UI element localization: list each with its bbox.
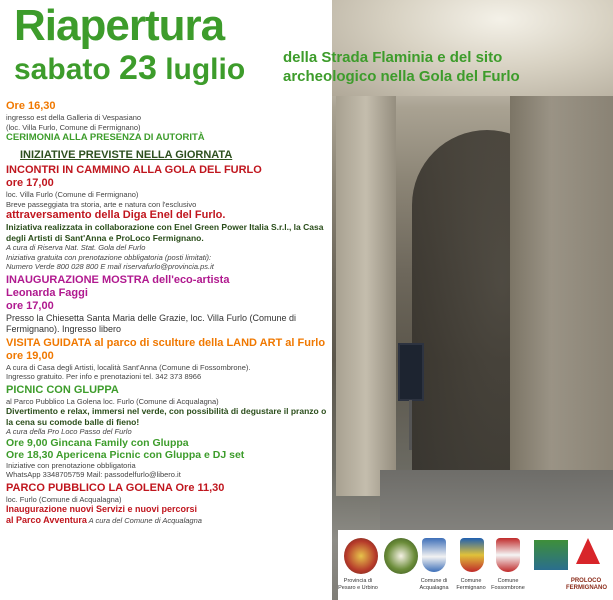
- event5-desc-line: [6, 515, 332, 526]
- sign-pole-image: [409, 400, 412, 450]
- logo-caption-province: Provincia di Pesaro e Urbino: [338, 578, 378, 591]
- event1-desc-c: Iniziativa realizzata in collaborazione con Enel Green Power Italia S.r.l., la Casa degli Artisti di Sant'Anna e ProLoco Fermignano.: [6, 222, 324, 243]
- reserve-seal-icon: [384, 538, 418, 574]
- event2-artist: Leonarda Faggi: [6, 286, 88, 299]
- event1-desc-b: attraversamento della Diga Enel del Furlo.: [6, 209, 226, 221]
- event4-contact: WhatsApp 3348705759 Mail: passodelfurlo@libero.it: [6, 470, 181, 479]
- event4-place: al Parco Pubblico La Golena loc. Furlo (Comune di Acqualagna): [6, 396, 219, 406]
- rock-pillar-image: [336, 96, 396, 496]
- logo-caption-proloco: PROLOCO FERMIGNANO: [566, 578, 607, 591]
- poster-title: Riapertura: [14, 1, 225, 50]
- date-suffix: luglio: [156, 53, 246, 86]
- event-1: [6, 164, 332, 272]
- event5-cura: A cura del Comune di Acqualagna: [86, 516, 202, 525]
- subtitle-line-2: archeologico nella Gola del Furlo: [283, 68, 520, 85]
- fossombrone-crest-icon: [496, 538, 520, 572]
- event1-cura: A cura di Riserva Nat. Stat. Gola del Furlo: [6, 243, 146, 252]
- info-sign-image: [398, 343, 424, 401]
- event-4: [6, 384, 332, 480]
- opening-time: Ore 16,30: [6, 100, 56, 112]
- event5-desc-b: al Parco Avventura: [6, 515, 87, 525]
- event1-contact: Numero Verde 800 028 800 E mail riservafurlo@provincia.ps.it: [6, 262, 214, 271]
- fermignano-crest-icon: [460, 538, 484, 572]
- event4-line-b: Ore 18,30 Apericena Picnic con Gluppa e DJ set: [6, 448, 245, 461]
- event5-desc-a: Inaugurazione nuovi Servizi e nuovi percorsi: [6, 504, 198, 514]
- passo-del-furlo-logo-icon: [534, 540, 568, 570]
- event1-desc-a: Breve passeggiata tra storia, arte e natura con l'esclusivo: [6, 199, 197, 209]
- event1-place: loc. Villa Furlo (Comune di Fermignano): [6, 190, 139, 199]
- event-3: [6, 337, 332, 382]
- event2-place: Presso la Chiesetta Santa Maria delle Grazie, loc. Villa Furlo (Comune di Fermignano). Ingresso libero: [6, 312, 296, 334]
- section-title: INIZIATIVE PREVISTE NELLA GIORNATA: [20, 149, 233, 161]
- poster-date: [14, 48, 245, 90]
- event2-time: ore 17,00: [6, 299, 54, 312]
- event4-desc: Divertimento e relax, immersi nel verde, con possibilità di degustare il pranzo o la cena su comode balle di fieno!: [6, 406, 327, 427]
- logo-caption-fossombrone: Comune Fossombrone: [491, 578, 525, 591]
- rock-wall-image: [510, 96, 613, 516]
- acqualagna-crest-icon: [422, 538, 446, 572]
- event3-cura: A cura di Casa degli Artisti, località Sant'Anna (Comune di Fossombrone).: [6, 362, 251, 372]
- proloco-logo-icon: [576, 538, 600, 564]
- province-seal-icon: [344, 538, 378, 574]
- logo-caption-acqualagna: Comune di Acqualagna: [419, 578, 449, 591]
- event4-booking: Iniziative con prenotazione obbligatoria: [6, 460, 136, 470]
- opening-block: [6, 100, 332, 144]
- event3-booking: Ingresso gratuito. Per info e prenotazioni tel. 342 373 8966: [6, 372, 202, 381]
- event2-title: INAUGURAZIONE MOSTRA dell'eco-artista: [6, 273, 230, 286]
- event1-title: INCONTRI IN CAMMINO ALLA GOLA DEL FURLO: [6, 164, 262, 176]
- event1-time: ore 17,00: [6, 177, 54, 189]
- program-content: [6, 100, 332, 526]
- event4-title: PICNIC CON GLUPPA: [6, 383, 119, 396]
- date-number: 23: [119, 49, 157, 87]
- poster-subtitle: [283, 48, 613, 86]
- date-prefix: sabato: [14, 53, 120, 86]
- opening-line-2: (loc. Villa Furlo, Comune di Fermignano): [6, 122, 141, 132]
- opening-line-1: ingresso est della Galleria di Vespasiano: [6, 113, 142, 122]
- sponsor-logos: [338, 530, 613, 600]
- event-5: [6, 482, 332, 527]
- event1-booking: Iniziativa gratuita con prenotazione obbligatoria (posti limitati):: [6, 252, 212, 262]
- logo-caption-fermignano: Comune Fermignano: [456, 578, 486, 591]
- event5-place: loc. Furlo (Comune di Acqualagna): [6, 494, 122, 504]
- subtitle-line-1: della Strada Flaminia e del sito: [283, 49, 503, 66]
- event5-title: PARCO PUBBLICO LA GOLENA Ore 11,30: [6, 481, 225, 494]
- event4-line-a: Ore 9,00 Gincana Family con Gluppa: [6, 436, 189, 449]
- ceremony-text: CERIMONIA ALLA PRESENZA DI AUTORITÀ: [6, 132, 205, 143]
- event3-title: VISITA GUIDATA al parco di sculture della LAND ART al Furlo: [6, 336, 326, 349]
- event4-cura: A cura della Pro Loco Passo del Furlo: [6, 427, 132, 436]
- event-2: [6, 274, 332, 335]
- event3-time: ore 19,00: [6, 349, 54, 362]
